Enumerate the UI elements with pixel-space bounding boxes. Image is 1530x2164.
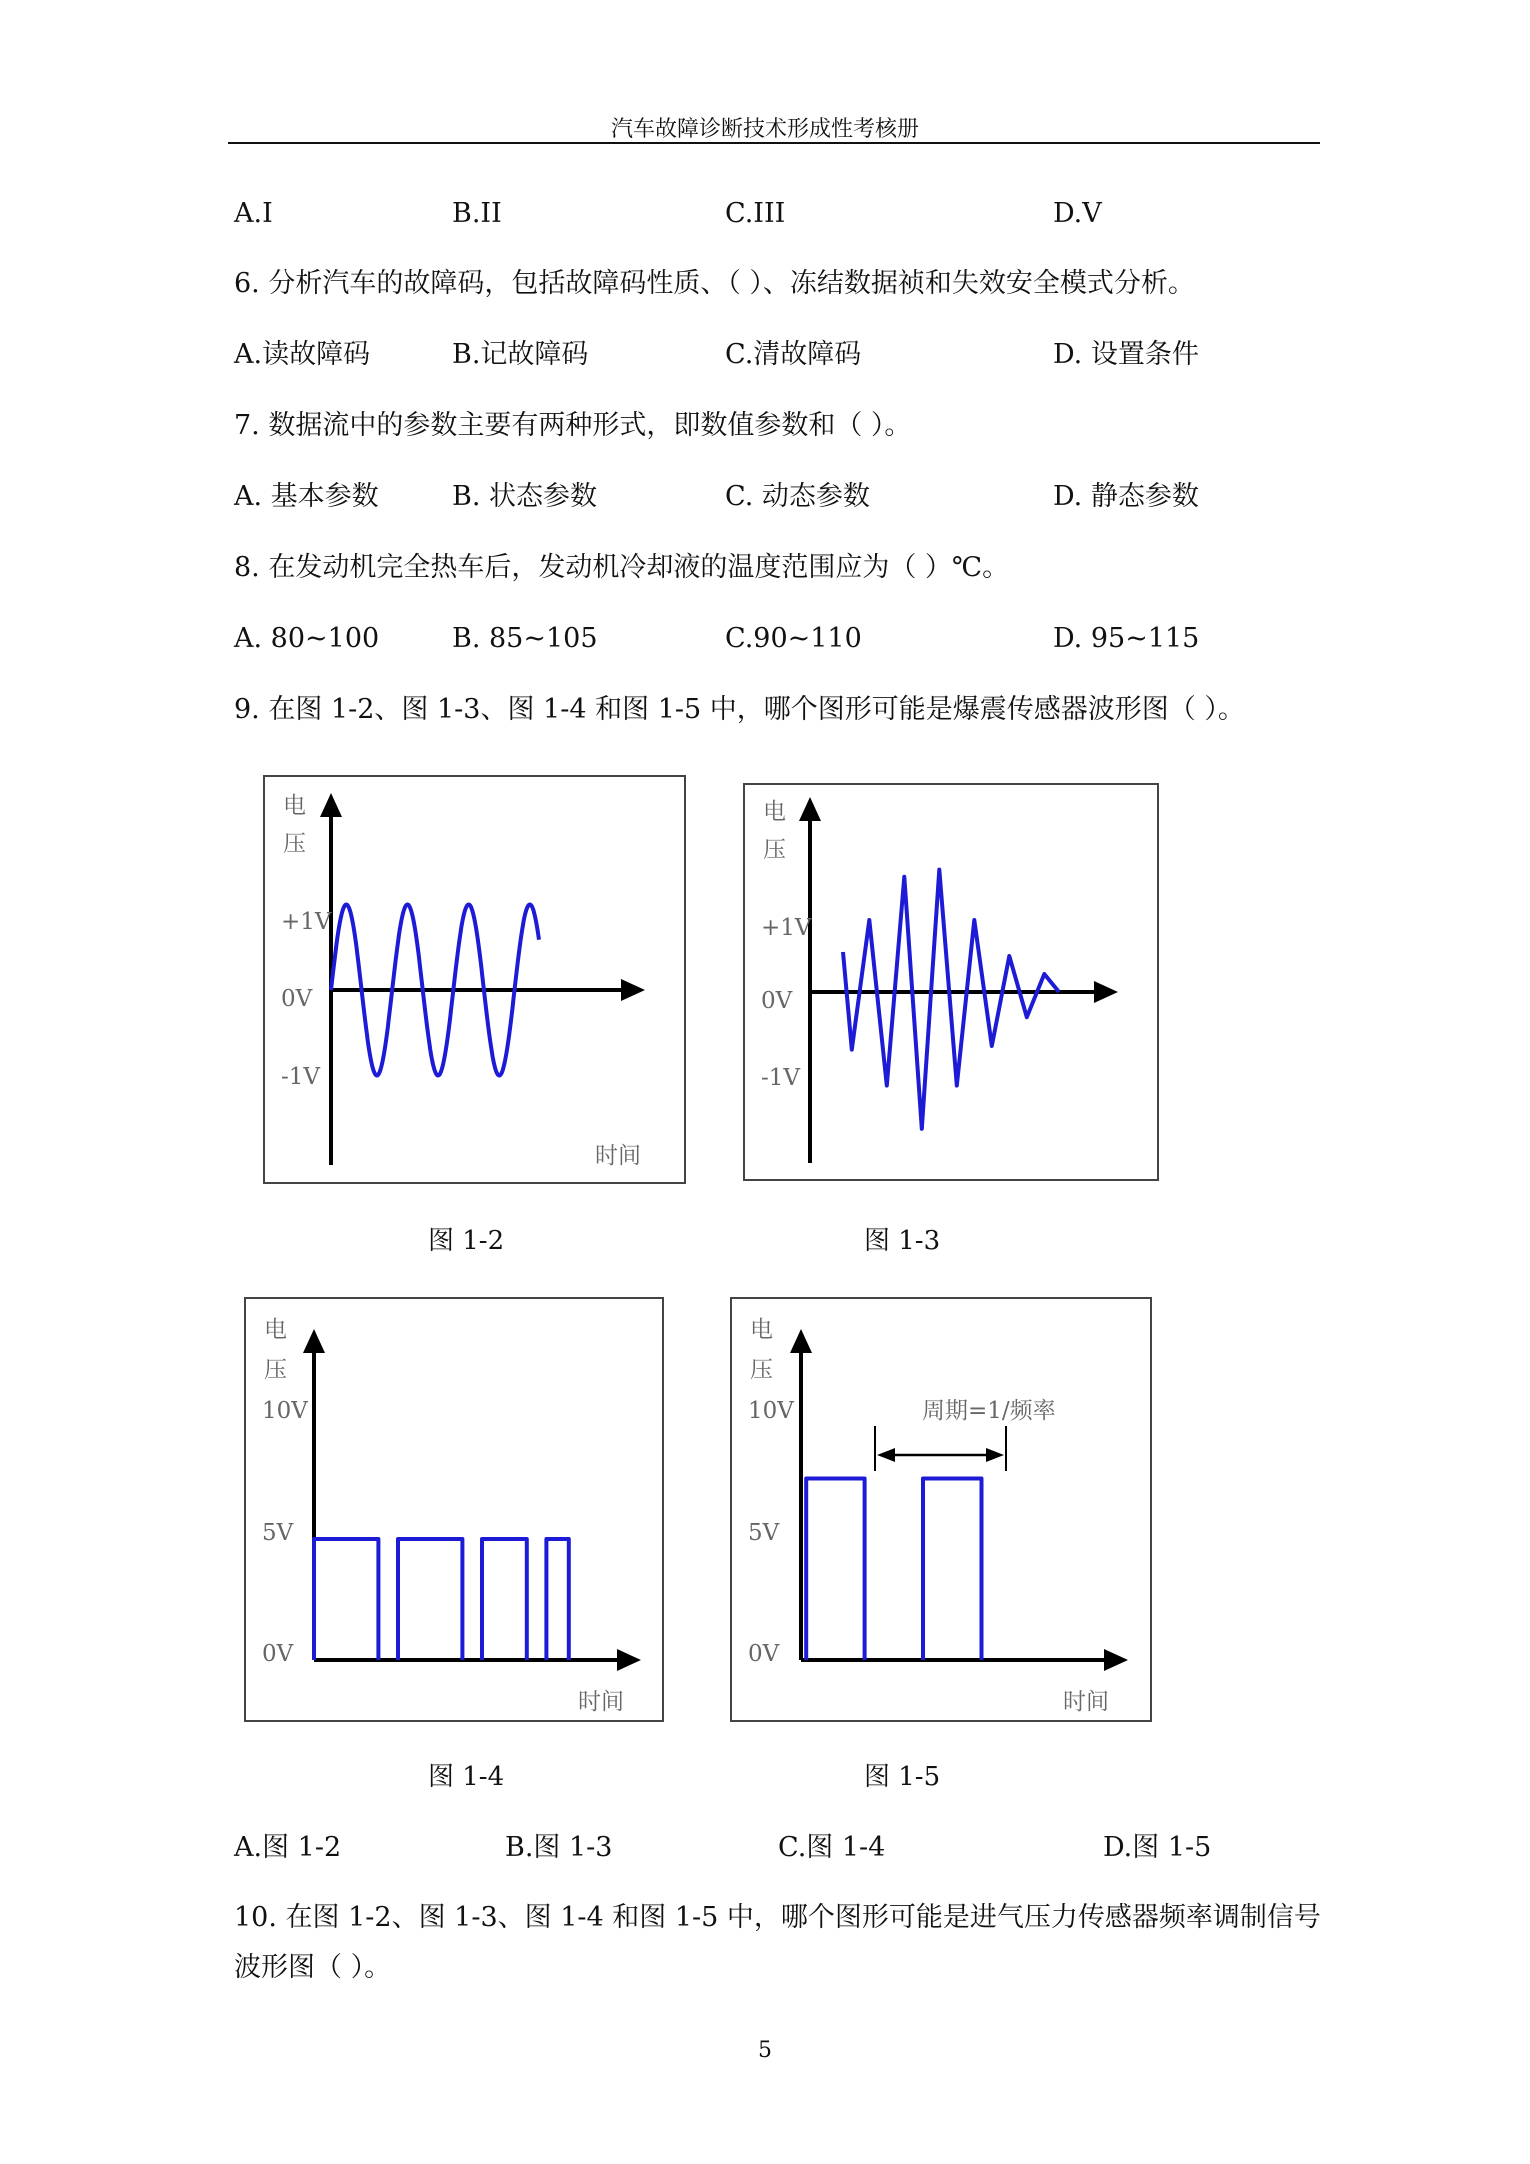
- header-rule: [228, 142, 1320, 144]
- caption-1-4: 图 1-4: [428, 1762, 505, 1792]
- q6-option-b: B.记故障码: [452, 339, 589, 370]
- tick-label-0v: 0V: [281, 986, 313, 1012]
- x-label: 时间: [595, 1143, 641, 1169]
- tick-label-0v: 0V: [748, 1641, 780, 1667]
- q6-option-c: C.清故障码: [725, 339, 862, 370]
- q8-option-b: B. 85~105: [452, 623, 598, 654]
- y-label-char-2: 压: [283, 831, 306, 857]
- q5-option-a: A.I: [234, 198, 273, 229]
- q9-stem: 9. 在图 1-2、图 1-3、图 1-4 和图 1-5 中，哪个图形可能是爆震传感器波形图（ ）。: [234, 694, 1245, 725]
- q9-option-a: A.图 1-2: [234, 1832, 342, 1863]
- period-arrow-head-right: [986, 1448, 1004, 1462]
- q9-option-d: D.图 1-5: [1103, 1832, 1212, 1863]
- q8-option-d: D. 95~115: [1053, 623, 1200, 654]
- y-label-char-1: 电: [264, 1317, 287, 1343]
- figure-1-4: [244, 1297, 664, 1722]
- q7-option-c: C. 动态参数: [725, 481, 870, 512]
- x-axis-arrow: [621, 979, 645, 1001]
- q5-option-c: C.III: [725, 198, 786, 229]
- y-axis-arrow: [799, 797, 821, 821]
- y-axis-arrow: [320, 793, 342, 817]
- q5-option-d: D.V: [1053, 198, 1102, 229]
- q8-option-a: A. 80~100: [234, 623, 380, 654]
- caption-1-3: 图 1-3: [864, 1226, 941, 1256]
- page-number: 5: [758, 2038, 772, 2063]
- q8-option-c: C.90~110: [725, 623, 862, 654]
- figure-1-5: [730, 1297, 1152, 1722]
- y-label-char-1: 电: [750, 1317, 773, 1343]
- q6-option-d: D. 设置条件: [1053, 339, 1199, 370]
- q7-option-b: B. 状态参数: [452, 481, 598, 512]
- q6-stem: 6. 分析汽车的故障码，包括故障码性质、（ ）、冻结数据祯和失效安全模式分析。: [234, 268, 1195, 299]
- knock-burst-wave: [843, 870, 1059, 1129]
- q7-stem: 7. 数据流中的参数主要有两种形式，即数值参数和（ ）。: [234, 410, 912, 441]
- x-label: 时间: [578, 1689, 624, 1715]
- y-label-char-2: 压: [750, 1357, 773, 1383]
- q6-option-a: A.读故障码: [234, 339, 371, 370]
- q9-option-c: C.图 1-4: [778, 1832, 886, 1863]
- q10-stem-line-2: 波形图（ ）。: [234, 1952, 392, 1983]
- tick-label-5v: 5V: [748, 1520, 780, 1546]
- tick-label-10v: 10V: [748, 1398, 794, 1424]
- q10-stem-line-1: 10. 在图 1-2、图 1-3、图 1-4 和图 1-5 中，哪个图形可能是进气压力传感器频率调制信号: [234, 1902, 1321, 1933]
- pulse-train: [314, 1539, 569, 1660]
- x-axis-arrow: [617, 1649, 641, 1671]
- y-label-char-1: 电: [283, 793, 306, 819]
- tick-label-plus1v: +1V: [281, 909, 332, 935]
- y-axis-arrow: [303, 1329, 325, 1353]
- y-label-char-2: 压: [763, 837, 786, 863]
- q5-option-b: B.II: [452, 198, 502, 229]
- y-axis-arrow: [790, 1329, 812, 1353]
- x-axis-arrow: [1104, 1649, 1128, 1671]
- y-label-char-2: 压: [264, 1357, 287, 1383]
- x-label: 时间: [1063, 1689, 1109, 1715]
- fm-pulse-train: [806, 1479, 981, 1661]
- caption-1-5: 图 1-5: [864, 1762, 941, 1792]
- figure-frame: [731, 1298, 1151, 1721]
- tick-label-minus1v: -1V: [761, 1065, 801, 1091]
- x-axis-arrow: [1094, 981, 1118, 1003]
- period-annotation: 周期=1/频率: [922, 1398, 1056, 1424]
- figure-frame: [245, 1298, 663, 1721]
- figure-1-2: [263, 775, 686, 1185]
- running-header: 汽车故障诊断技术形成性考核册: [610, 117, 919, 142]
- tick-label-0v: 0V: [262, 1641, 294, 1667]
- figure-1-3: [743, 783, 1159, 1181]
- y-label-char-1: 电: [763, 799, 786, 825]
- q8-stem: 8. 在发动机完全热车后，发动机冷却液的温度范围应为（ ）℃。: [234, 552, 1010, 583]
- tick-label-0v: 0V: [761, 988, 793, 1014]
- tick-label-10v: 10V: [262, 1398, 308, 1424]
- q9-option-b: B.图 1-3: [505, 1832, 613, 1863]
- caption-1-2: 图 1-2: [428, 1226, 505, 1256]
- tick-label-5v: 5V: [262, 1520, 294, 1546]
- q7-option-d: D. 静态参数: [1053, 481, 1199, 512]
- tick-label-minus1v: -1V: [281, 1064, 321, 1090]
- q7-option-a: A. 基本参数: [234, 481, 379, 512]
- tick-label-plus1v: +1V: [761, 915, 812, 941]
- period-arrow-head-left: [877, 1448, 895, 1462]
